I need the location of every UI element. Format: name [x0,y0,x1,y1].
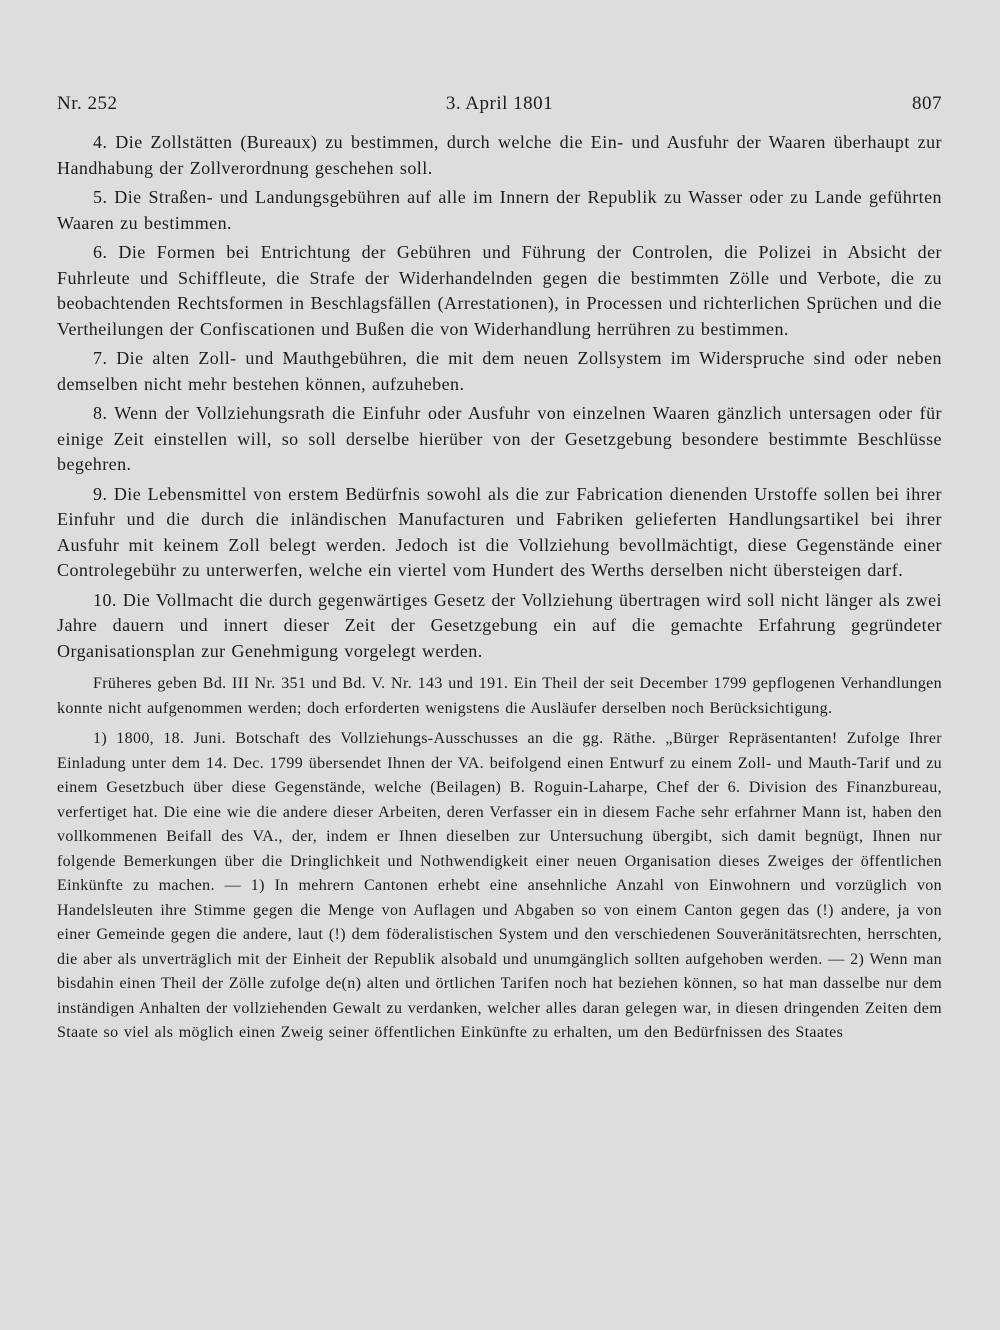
article-paragraph: 4. Die Zollstätten (Bureaux) zu bestimmen, durch welche die Ein- und Ausfuhr der Waaren überhaupt zur Handhabung der Zollverordnung geschehen soll. [57,132,942,178]
page-body [57,130,942,1046]
article-paragraph: 10. Die Vollmacht die durch gegenwärtiges Gesetz der Vollziehung übertragen wird soll nicht länger als zwei Jahre dauern und innert dieser Zeit der Gesetzgebung ein auf die gemachte Erfahrung gegründeter Organisationsplan zur Genehmigung vorgelegt werden. [57,589,942,661]
article-paragraph: 8. Wenn der Vollziehungsrath die Einfuhr oder Ausfuhr von einzelnen Waaren gänzlich untersagen oder für einige Zeit einstellen will, so soll derselbe hierüber von der Gesetzgebung besondere bestimmte Beschlüsse begehren. [57,403,942,474]
note-paragraph: Früheres geben Bd. III Nr. 351 und Bd. V. Nr. 143 und 191. Ein Theil der seit December 1799 gepflogenen Verhandlungen konnte nicht aufgenommen werden; doch erforderten wenigstens die Ausläufer derselben noch Berücksichtigung. [57,675,942,717]
editorial-notes [57,672,942,1046]
article-paragraph: 9. Die Lebensmittel von erstem Bedürfnis sowohl als die zur Fabrication dienenden Urstoffe sollen bei ihrer Einfuhr und die durch die inländischen Manufacturen und Fabriken gelieferten Handlungsartikel bei ihrer Ausfuhr mit keinem Zoll belegt werden. Jedoch ist die Vollziehung bevollmächtigt, diese Gegenstände einer Controlegebühr zu unterwerfen, welche ein viertel vom Hundert des Werths derselben nicht übersteigen darf. [57,483,942,580]
decree-articles [57,130,942,664]
note-paragraph: 1) 1800, 18. Juni. Botschaft des Vollziehungs-Ausschusses an die gg. Räthe. „Bürger Repräsentanten! Zufolge Ihrer Einladung unter dem 14. Dec. 1799 übersendet Ihnen der VA. beifolgend einen Entwurf zu einem Zoll- und Mauth-Tarif und zu einem Gesetzbuch über diese Gegenstände, welche (Beilagen) B. Roguin-Laharpe, Chef der 6. Division des Finanzbureau, verfertiget hat. Die eine wie die andere dieser Arbeiten, deren Verfasser ein in diesem Fache sehr erfahrner Mann ist, haben den vollkommenen Beifall des VA., der, indem er Ihnen dieselben zur Untersuchung übergibt, sich damit begnügt, Ihnen nur folgende Bemerkungen über die Dringlichkeit und Nothwendigkeit einer neuen Organisation dieses Zweiges der öffentlichen Einkünfte zu machen. — 1) In mehrern Cantonen erhebt eine ansehnliche Anzahl von Einwohnern und vorzüglich von Handelsleuten ihre Stimme gegen die Menge von Auflagen und Abgaben so von einem Canton gegen das (!) andere, ja von einer Gemeinde gegen die andere, laut (!) dem föderalistischen System und den verschiedenen Souveränitätsrechten, herrschten, die aber als unverträglich mit der Einheit der Republik alsobald und unumgänglich sollten aufgehoben werden. — 2) Wenn man bisdahin einen Theil der Zölle zufolge de(n) alten und örtlichen Tarifen noch hat beziehen können, so hat man dasselbe nur dem inständigen Anhalten der vollziehenden Gewalt zu verdanken, welcher alles daran gelegen war, in diesen dringenden Zeiten dem Staate so viel als möglich einen Zweig seiner öffentlichen Einkünfte zu erhalten, um den Bedürfnissen des Staates [57,730,942,1041]
article-paragraph: 5. Die Straßen- und Landungsgebühren auf alle im Innern der Republik zu Wasser oder zu Lande geführten Waaren zu bestimmen. [57,187,942,233]
document-date: 3. April 1801 [445,93,554,114]
page-number: 807 [912,93,942,114]
document-number: Nr. 252 [57,93,118,114]
article-paragraph: 7. Die alten Zoll- und Mauthgebühren, die mit dem neuen Zollsystem im Widerspruche sind oder neben demselben nicht mehr bestehen können, aufzuheben. [57,348,942,394]
article-paragraph: 6. Die Formen bei Entrichtung der Gebühren und Führung der Controlen, die Polizei in Absicht der Fuhrleute und Schiffleute, die Strafe der Widerhandelnden gegen die bestimmten Zölle und Verbote, die zu beobachtenden Rechtsformen in Beschlagsfällen (Arrestationen), in Processen und richterlichen Sprüchen und die Vertheilungen der Confiscationen und Bußen die von Widerhandlung herrühren zu bestimmen. [57,242,942,339]
